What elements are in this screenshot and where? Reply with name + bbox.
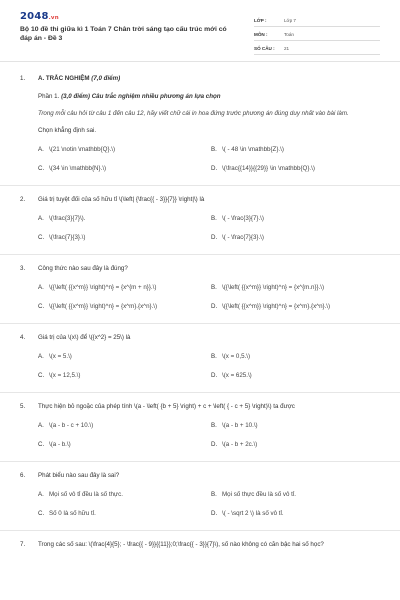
instruction-text: Trong mỗi câu hỏi từ câu 1 đến câu 12, hãy viết chữ cái in hoa đứng trước phương án đúng duy nhất vào bài làm. (38, 109, 349, 117)
option-key: B. (211, 214, 217, 222)
option-a[interactable] (38, 353, 211, 362)
option-text: \(34 \in \mathbb{N}.\) (49, 164, 107, 172)
question-number: 7. (20, 540, 26, 548)
question-text: Công thức nào sau đây là đúng? (38, 264, 128, 272)
document-title: Bộ 10 đề thi giữa kì 1 Toán 7 Chân trời sáng tạo cấu trúc mới có đáp án - Đề 3 (20, 26, 227, 43)
question-5 (0, 403, 400, 450)
part-label: Phần 1. (38, 92, 60, 100)
option-c[interactable] (38, 234, 211, 243)
option-key: A. (38, 490, 44, 498)
question-number: 1. (20, 75, 26, 82)
question-2 (0, 196, 400, 243)
option-text: \( - \frac{3}{7}.\) (222, 214, 264, 222)
question-divider (0, 185, 400, 186)
question-number: 4. (20, 333, 26, 341)
option-text: \({\left( {{x^m}} \right)^n} = {x^m}.{x^n}.\) (222, 302, 331, 310)
option-text: \(a - b - c + 10.\) (49, 421, 94, 429)
option-key: D. (211, 164, 218, 172)
option-text: \(a - b.\) (49, 440, 71, 448)
option-key: D. (211, 233, 218, 241)
question-7 (0, 541, 400, 550)
option-text: \(a - b + 2c.\) (222, 440, 258, 448)
meta-key: LỚP : (254, 18, 267, 24)
option-key: B. (211, 490, 217, 498)
answer-options (38, 491, 380, 519)
option-text: \(\frac{3}{7}\). (49, 214, 86, 222)
option-d[interactable] (211, 372, 381, 381)
answer-options (38, 353, 380, 381)
option-c[interactable] (38, 372, 211, 381)
option-key: A. (38, 283, 44, 291)
option-b[interactable] (211, 215, 381, 224)
meta-row-grade (254, 13, 380, 27)
option-b[interactable] (211, 284, 381, 293)
option-key: D. (211, 371, 218, 379)
option-text: \(a - b + 10.\) (222, 421, 258, 429)
question-1 (0, 75, 400, 174)
answer-options (38, 284, 380, 312)
option-text: \(\frac{{14}}{{29}} \in \mathbb{Q}.\) (222, 164, 315, 172)
option-b[interactable] (211, 146, 381, 155)
question-divider (0, 530, 400, 531)
option-key: A. (38, 214, 44, 222)
option-text: \( - \frac{7}{3}.\) (222, 233, 264, 241)
option-key: C. (38, 440, 45, 448)
question-number: 2. (20, 195, 26, 203)
answer-options (38, 215, 380, 243)
answer-options (38, 146, 380, 174)
meta-row-subject (254, 27, 380, 41)
option-d[interactable] (211, 510, 381, 519)
option-key: C. (38, 509, 45, 517)
option-text: Mọi số thực đều là số vô tỉ. (222, 490, 296, 498)
option-b[interactable] (211, 491, 381, 500)
option-a[interactable] (38, 284, 211, 293)
question-list (0, 75, 400, 550)
part-points: (3,0 điểm) (61, 92, 90, 100)
question-number: 5. (20, 402, 26, 410)
option-b[interactable] (211, 422, 381, 431)
option-key: B. (211, 421, 217, 429)
option-a[interactable] (38, 215, 211, 224)
option-key: D. (211, 440, 218, 448)
question-4 (0, 334, 400, 381)
question-6 (0, 472, 400, 519)
question-divider (0, 323, 400, 324)
part-description: Câu trắc nghiệm nhiều phương án lựa chọn (91, 92, 221, 100)
question-divider (0, 392, 400, 393)
option-d[interactable] (211, 234, 381, 243)
question-text: Giá trị tuyệt đối của số hữu tỉ \(\left| {\frac{{ - 3}}{7}} \right|\) là (38, 195, 205, 203)
question-number: 6. (20, 471, 26, 479)
option-a[interactable] (38, 422, 211, 431)
answer-options (38, 422, 380, 450)
section-title (38, 75, 380, 84)
option-text: \({\left( {{x^m}} \right)^n} = {x^m}.{x^n}.\) (49, 302, 158, 310)
option-key: C. (38, 371, 45, 379)
option-d[interactable] (211, 303, 381, 312)
option-c[interactable] (38, 303, 211, 312)
question-text: Giá trị của \(x\) để \({x^2} = 25\) là (38, 333, 131, 341)
option-key: D. (211, 509, 218, 517)
option-text: \(\frac{7}{3}.\) (49, 233, 86, 241)
option-key: B. (211, 352, 217, 360)
option-text: \( - 48 \in \mathbb{Z}.\) (222, 145, 284, 153)
meta-row-question-count (254, 41, 380, 55)
page-header (0, 0, 400, 62)
option-text: \({\left( {{x^m}} \right)^n} = {x^{m + n}}.\) (49, 283, 157, 291)
question-divider (0, 461, 400, 462)
question-text: Phát biểu nào sau đây là sai? (38, 471, 120, 479)
meta-key: MÔN : (254, 32, 268, 38)
option-text: Số 0 là số hữu tỉ. (49, 509, 96, 517)
option-text: \(21 \notin \mathbb{Q}.\) (49, 145, 116, 153)
option-key: C. (38, 164, 45, 172)
meta-value: Lớp 7 (284, 18, 296, 24)
option-c[interactable] (38, 510, 211, 519)
question-number: 3. (20, 264, 26, 272)
question-prompt: Chọn khẳng định sai. (38, 126, 97, 134)
logo-suffix: .vn (48, 15, 59, 21)
option-text: \({\left( {{x^m}} \right)^n} = {x^{m.n}}.\) (222, 283, 325, 291)
option-c[interactable] (38, 165, 211, 174)
option-key: D. (211, 302, 218, 310)
option-key: B. (211, 145, 217, 153)
question-text: Trong các số sau: \(\frac{4}{5}; - \frac{{ - 9}}{{11}};0;\frac{{ - 3}}{7}\), số nào không có căn bậc hai số học? (38, 540, 324, 548)
site-logo[interactable] (20, 10, 59, 25)
option-text: \(x = 625.\) (222, 371, 252, 379)
option-a[interactable] (38, 146, 211, 155)
option-text: \(x = 0,5.\) (222, 352, 251, 360)
option-text: \( - \sqrt 2 \) là số vô tỉ. (222, 509, 284, 517)
section-points: (7,0 điểm) (91, 75, 121, 82)
exam-meta-table (254, 13, 380, 55)
meta-value: Toán (284, 32, 294, 38)
logo-text: 2048 (20, 11, 49, 22)
section-title-text: A. TRẮC NGHIỆM (38, 75, 90, 82)
option-text: \(x = 12,5.\) (49, 371, 81, 379)
option-key: B. (211, 283, 217, 291)
option-d[interactable] (211, 441, 381, 450)
option-b[interactable] (211, 353, 381, 362)
option-text: Mọi số vô tỉ đều là số thực. (49, 490, 123, 498)
option-key: A. (38, 145, 44, 153)
option-d[interactable] (211, 165, 381, 174)
option-key: C. (38, 302, 45, 310)
option-key: A. (38, 421, 44, 429)
meta-value: 21 (284, 46, 290, 52)
meta-key: SỐ CÂU : (254, 46, 275, 52)
option-key: A. (38, 352, 44, 360)
part-heading (38, 93, 380, 102)
question-text: Thực hiện bỏ ngoặc của phép tính \(a - \left( {b + 5} \right) + c + \left( { - c + 5} \right)\) ta được (38, 402, 295, 410)
option-a[interactable] (38, 491, 211, 500)
option-text: \(x = 5.\) (49, 352, 72, 360)
question-3 (0, 265, 400, 312)
option-key: C. (38, 233, 45, 241)
option-c[interactable] (38, 441, 211, 450)
question-divider (0, 254, 400, 255)
